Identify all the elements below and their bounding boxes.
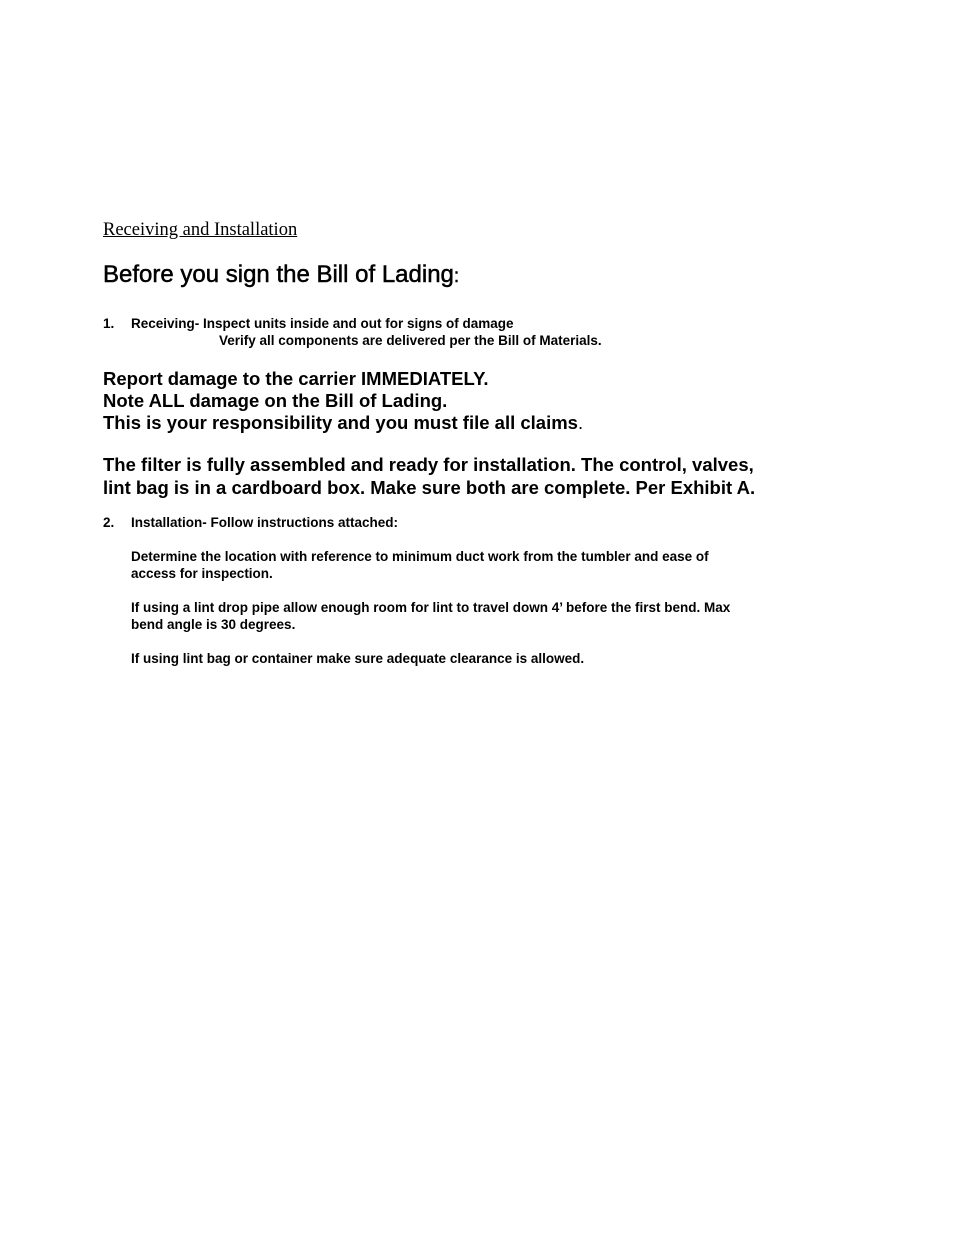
item-2-para-2-line-1: If using a lint drop pipe allow enough room for lint to travel down 4’ before the first bend. Max bbox=[131, 600, 731, 615]
item-2-para-2-line-2: bend angle is 30 degrees. bbox=[131, 617, 296, 632]
item-1-line-2: Verify all components are delivered per the Bill of Materials. bbox=[219, 333, 602, 348]
item-2-para-3: If using lint bag or container make sure adequate clearance is allowed. bbox=[131, 651, 585, 666]
main-heading bbox=[103, 261, 459, 289]
item-2-para-1-line-1: Determine the location with reference to minimum duct work from the tumbler and ease of bbox=[131, 549, 709, 564]
item-2-para-1-line-2: access for inspection. bbox=[131, 566, 273, 581]
warning-line-3-text: This is your responsibility and you must file all claims bbox=[103, 412, 578, 433]
warning-line-3-period: . bbox=[577, 412, 584, 433]
main-heading-colon: : bbox=[453, 266, 460, 287]
warning-line-2: Note ALL damage on the Bill of Lading. bbox=[103, 390, 448, 411]
section-heading: Receiving and Installation bbox=[103, 220, 298, 240]
filter-note-line-1: The filter is fully assembled and ready for installation. The control, valves, bbox=[103, 454, 754, 475]
item-1-number: 1. bbox=[103, 316, 115, 331]
item-2-number: 2. bbox=[103, 515, 115, 530]
warning-line-3 bbox=[103, 412, 583, 434]
filter-note-line-2: lint bag is in a cardboard box. Make sure both are complete. Per Exhibit A. bbox=[103, 477, 756, 498]
warning-line-1: Report damage to the carrier IMMEDIATELY. bbox=[103, 368, 489, 389]
item-2-title: Installation- Follow instructions attached: bbox=[131, 515, 399, 530]
main-heading-text: Before you sign the Bill of Lading bbox=[103, 261, 454, 288]
item-1-line-1: Receiving- Inspect units inside and out for signs of damage bbox=[131, 316, 514, 331]
